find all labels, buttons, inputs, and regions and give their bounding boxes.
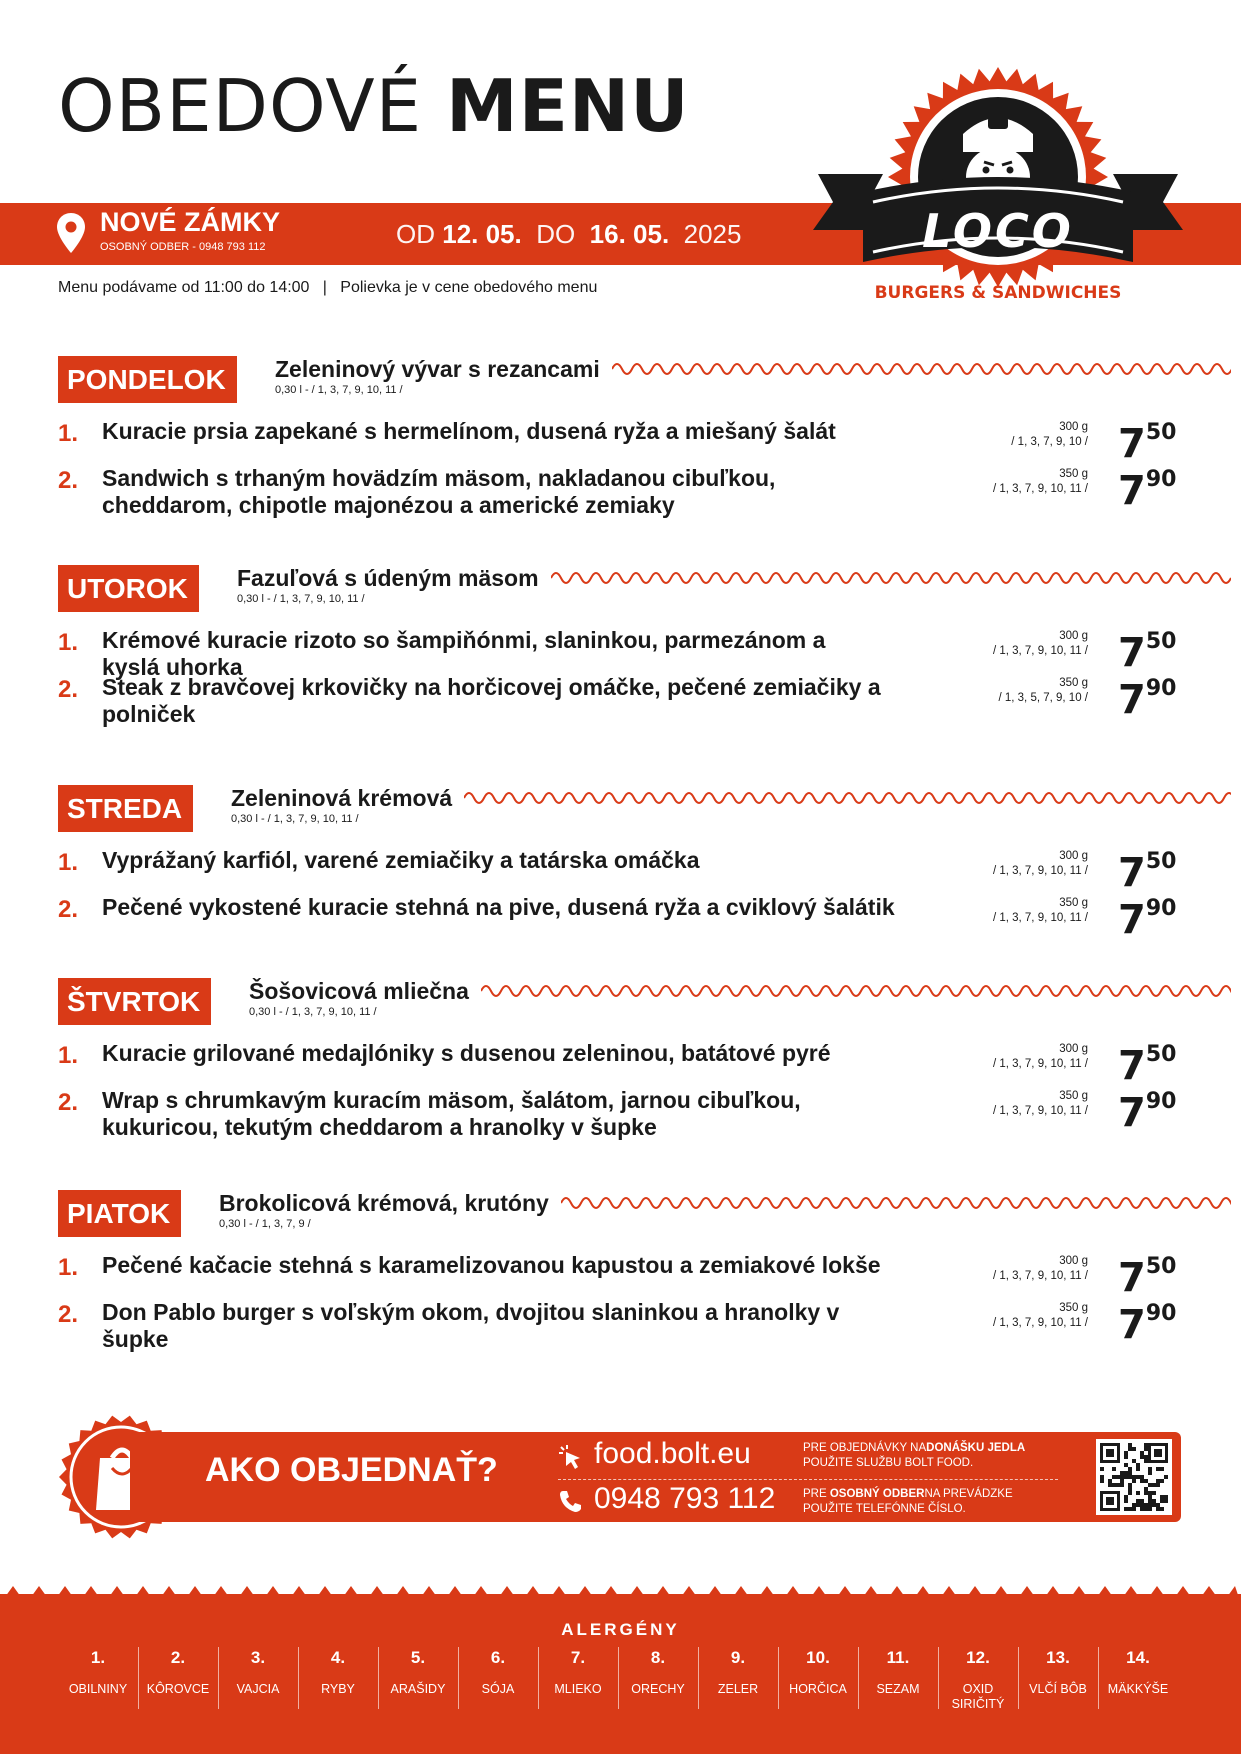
allergen-number: 2. [170,1648,186,1667]
allergen-number: 4. [330,1648,346,1667]
item-weight: 350 g [1059,677,1088,689]
item-price [1118,849,1177,896]
price-cents: 90 [1145,1301,1177,1326]
allergen-item [618,1648,698,1697]
price-cents: 90 [1145,896,1177,921]
soup-name: Fazuľová s údeným mäsom [237,565,539,591]
allergen-label: HORČICA [789,1682,847,1696]
location-pickup: OSOBNÝ ODBER - 0948 793 112 [100,241,266,253]
location-name: NOVÉ ZÁMKY [100,207,281,237]
item-meta [948,1254,1088,1284]
menu-item: Sandwich s trhaným hovädzím mäsom, nakladanou cibuľkou, cheddarom, chipotle majonézou a americké zemiaky [102,465,776,518]
price-euros: 7 [1118,468,1146,514]
item-weight: 300 g [1059,850,1088,862]
item-weight: 300 g [1059,421,1088,433]
phone-icon [557,1488,583,1514]
item-meta [948,420,1088,450]
date-range [396,219,741,250]
date-to: 16. 05. [589,219,670,249]
item-meta [948,896,1088,926]
item-price [1118,629,1177,676]
date-from: 12. 05. [442,219,522,249]
info-hours: Menu podávame od 11:00 do 14:00 [58,279,310,296]
soup-name: Zeleninový vývar s rezancami [275,356,600,382]
allergen-number: 6. [490,1648,506,1667]
item-meta [948,849,1088,879]
item-allergens: / 1, 3, 7, 9, 10, 11 / [992,865,1088,877]
item-meta [948,467,1088,497]
allergens-title: ALERGÉNY [561,1620,680,1639]
wavy-divider [561,1191,1231,1215]
price-cents: 50 [1145,1254,1177,1279]
price-cents: 90 [1145,1089,1177,1114]
price-cents: 90 [1145,676,1177,701]
price-cents: 50 [1145,629,1177,654]
wavy-divider [481,979,1231,1003]
menu-item: Don Pablo burger s voľským okom, dvojitou slaninkou a hranolky v šupke [102,1299,840,1352]
phone-note-line2: POUŽITE TELEFÓNNE ČÍSLO. [803,1503,966,1515]
phone-note-part: PRE [803,1488,827,1500]
price-cents: 90 [1145,467,1177,492]
logo-brand: LOCO [922,204,1074,258]
bolt-food-note [803,1441,1025,1471]
loco-logo [808,62,1188,312]
allergen-label: OBILNINY [68,1682,128,1696]
day-label: PONDELOK [58,356,237,403]
item-meta [948,629,1088,659]
allergen-number: 11. [886,1648,910,1667]
title-light: OBEDOVÉ [58,64,423,148]
order-divider [558,1479,1058,1480]
allergen-label: ARAŠIDY [390,1682,446,1696]
allergen-number: 3. [250,1648,266,1667]
price-euros: 7 [1118,1302,1146,1348]
page-title [58,64,690,148]
soup-meta: 0,30 l - / 1, 3, 7, 9 / [219,1218,311,1230]
allergen-number: 10. [806,1648,830,1667]
item-weight: 300 g [1059,630,1088,642]
soup-meta: 0,30 l - / 1, 3, 7, 9, 10, 11 / [231,813,359,825]
allergen-number: 9. [730,1648,746,1667]
price-cents: 50 [1145,849,1177,874]
allergen-label: SEZAM [876,1682,920,1696]
menu-item: Kuracie prsia zapekané s hermelínom, dusená ryža a miešaný šalát [102,418,836,444]
item-price [1118,467,1177,514]
allergen-item [138,1648,218,1697]
allergen-label: SÓJA [481,1682,515,1696]
allergen-label: KÔROVCE [146,1682,210,1696]
item-price [1118,896,1177,943]
item-weight: 350 g [1059,468,1088,480]
item-allergens: / 1, 3, 7, 9, 10, 11 / [992,645,1088,657]
link-note-line2: POUŽITE SLUŽBU BOLT FOOD. [803,1457,974,1469]
item-allergens: / 1, 3, 7, 9, 10, 11 / [992,1317,1088,1329]
allergen-label: VLČÍ BÔB [1029,1682,1087,1696]
allergen-item [698,1648,778,1697]
allergen-item [458,1648,538,1697]
cursor-click-icon [557,1443,585,1471]
date-to-label: DO [536,219,576,249]
allergen-item [1098,1648,1178,1697]
item-number: 2. [58,1089,79,1116]
menu-item: Kuracie grilované medajlóniky s dusenou zeleninou, batátové pyré [102,1040,831,1066]
item-meta [948,1301,1088,1331]
soup-meta: 0,30 l - / 1, 3, 7, 9, 10, 11 / [249,1006,377,1018]
allergen-number: 7. [570,1648,586,1667]
item-number: 2. [58,467,79,494]
allergen-label: ZELER [717,1682,759,1696]
location-pin-icon [56,212,86,254]
price-euros: 7 [1118,1043,1146,1089]
item-weight: 300 g [1059,1255,1088,1267]
item-price [1118,1254,1177,1301]
item-allergens: / 1, 3, 7, 9, 10 / [1011,436,1088,448]
order-title: AKO OBJEDNAŤ? [205,1451,498,1489]
date-from-label: OD [396,219,435,249]
menu-item: Krémové kuracie rizoto so šampiňónmi, slaninkou, parmezánom a kyslá uhorka [102,627,826,680]
price-euros: 7 [1118,850,1146,896]
day-label: STREDA [58,785,193,832]
allergen-item [778,1648,858,1697]
allergen-item [938,1648,1018,1712]
allergen-item [1018,1648,1098,1697]
allergen-item [58,1648,138,1697]
item-price [1118,1042,1177,1089]
day-label: UTOROK [58,565,199,612]
allergen-item [538,1648,618,1697]
item-number: 2. [58,1301,79,1328]
allergen-item [218,1648,298,1697]
soup-name: Šošovicová mliečna [249,978,469,1004]
menu-item: Pečené kačacie stehná s karamelizovanou kapustou a zemiakové lokše [102,1252,881,1278]
allergen-number: 5. [410,1648,426,1667]
menu-item: Pečené vykostené kuracie stehná na pive, dusená ryža a cviklový šalátik [102,894,895,920]
link-note-part: PRE OBJEDNÁVKY NA [803,1442,927,1454]
price-euros: 7 [1118,897,1146,943]
allergen-item [378,1648,458,1697]
logo-tagline: BURGERS & SANDWICHES [874,283,1122,303]
allergen-item [298,1648,378,1697]
title-bold: MENU [446,64,690,148]
phone-note [803,1487,1013,1517]
link-note-bold: DONÁŠKU JEDLA [926,1442,1026,1454]
item-number: 1. [58,1254,79,1281]
item-number: 1. [58,1042,79,1069]
info-soup: Polievka je v cene obedového menu [340,279,598,296]
price-euros: 7 [1118,630,1146,676]
price-euros: 7 [1118,677,1146,723]
day-label: PIATOK [58,1190,181,1237]
item-weight: 350 g [1059,897,1088,909]
item-price [1118,1301,1177,1348]
item-allergens: / 1, 3, 5, 7, 9, 10 / [998,692,1088,704]
item-allergens: / 1, 3, 7, 9, 10, 11 / [992,483,1088,495]
item-allergens: / 1, 3, 7, 9, 10, 11 / [992,912,1088,924]
allergen-label: VAJCIA [236,1682,280,1696]
qr-code[interactable] [1096,1439,1172,1515]
item-allergens: / 1, 3, 7, 9, 10, 11 / [992,1270,1088,1282]
allergen-item [858,1648,938,1697]
item-number: 1. [58,629,79,656]
day-label: ŠTVRTOK [58,978,211,1025]
phone-number[interactable]: 0948 793 112 [594,1482,776,1515]
menu-item: Vyprážaný karfiól, varené zemiačiky a tatárska omáčka [102,847,700,873]
phone-note-bold: OSOBNÝ ODBER [829,1488,925,1500]
soup-name: Brokolicová krémová, krutóny [219,1190,549,1216]
allergen-number: 14. [1126,1648,1150,1667]
allergen-label: MÄKKÝŠE [1107,1682,1169,1696]
allergen-label: RYBY [321,1682,355,1696]
item-meta [948,676,1088,706]
info-separator: | [322,279,327,296]
date-year: 2025 [683,219,742,249]
item-allergens: / 1, 3, 7, 9, 10, 11 / [992,1105,1088,1117]
item-number: 1. [58,849,79,876]
wavy-divider [551,566,1231,590]
soup-meta: 0,30 l - / 1, 3, 7, 9, 10, 11 / [237,593,365,605]
allergen-number: 13. [1046,1648,1070,1667]
item-weight: 350 g [1059,1090,1088,1102]
item-number: 2. [58,676,79,703]
item-meta [948,1042,1088,1072]
allergen-number: 1. [90,1648,106,1667]
bolt-food-link[interactable]: food.bolt.eu [594,1437,751,1470]
price-cents: 50 [1145,420,1177,445]
item-number: 2. [58,896,79,923]
item-allergens: / 1, 3, 7, 9, 10, 11 / [992,1058,1088,1070]
phone-note-part2: NA PREVÁDZKE [924,1488,1013,1500]
price-cents: 50 [1145,1042,1177,1067]
price-euros: 7 [1118,1255,1146,1301]
menu-item: Steak z bravčovej krkovičky na horčicovej omáčke, pečené zemiačiky a polniček [102,674,881,727]
allergen-number: 8. [650,1648,666,1667]
item-weight: 300 g [1059,1043,1088,1055]
wavy-divider [612,357,1231,381]
menu-info [58,279,597,297]
soup-name: Zeleninová krémová [231,785,453,811]
price-euros: 7 [1118,1090,1146,1136]
item-price [1118,676,1177,723]
soup-meta: 0,30 l - / 1, 3, 7, 9, 10, 11 / [275,384,403,396]
item-price [1118,1089,1177,1136]
allergen-label: ORECHY [631,1682,685,1696]
menu-item: Wrap s chrumkavým kuracím mäsom, šalátom, jarnou cibuľkou, kukuricou, tekutým cheddarom a hranolky v šupke [102,1087,801,1140]
price-euros: 7 [1118,421,1146,467]
item-number: 1. [58,420,79,447]
allergen-label: MLIEKO [554,1682,602,1696]
wavy-divider [464,786,1231,810]
allergen-label: OXID SIRIČITÝ [951,1682,1005,1711]
item-meta [948,1089,1088,1119]
item-price [1118,420,1177,467]
item-weight: 350 g [1059,1302,1088,1314]
allergen-number: 12. [966,1648,990,1667]
